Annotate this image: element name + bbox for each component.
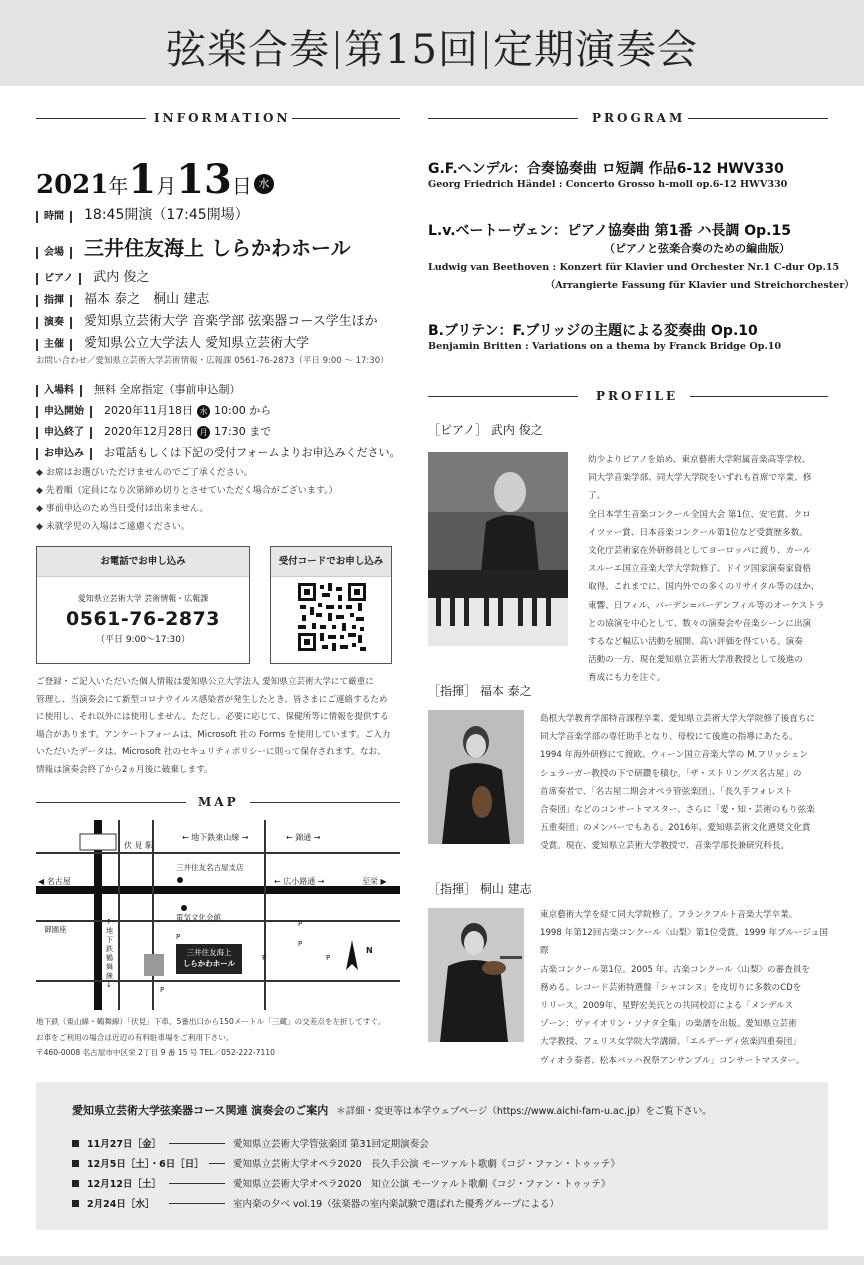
profile-bio-piano: 幼少よりピアノを始め、東京藝術大学附属音楽高等学校、 同大学音楽学部、同大学大学院をいずれも首席で卒業、修了。 全日本学生音楽コンクール全国大会 第1位、安宅賞、クロ イツァー賞、日本音楽コンクール第1位など受賞歴多数。 文化庁芸術家在外研修員としてヨーロッパに渡り、カール スルーエ国立音楽大学大学院修了、ドイツ国家演奏家資格 取得。これまでに、国内外での多くのリサイタル等のほか、 東響、日フィル、バーデン=バーデンフィル等のオーケストラ との協演を中心として、数々の演奏会や音楽シーンに出演 するなど幅広い活動を展開、高い評価を得ている。演奏 活動の一方、現在愛知県立芸術大学准教授として後進の 育成にも力を注ぐ。 <box>588 455 825 684</box>
info-row-performers: 演奏 愛知県立芸術大学 音楽学部 弦楽器コース学生ほか <box>36 310 378 329</box>
bottom-bar <box>0 1256 864 1265</box>
event-item: 2月24日［水］ 室内楽の夕べ vol.19（弦楽器の室内楽試験で選ばれた優秀グループによる） <box>72 1196 559 1210</box>
program-piece-title: B.ブリテン：F.ブリッジの主題による変奏曲 Op.10 <box>428 323 758 339</box>
event-item: 12月12日［土］ 愛知県立芸術大学オペラ2020 知立公演 モーツァルト歌劇《コジ・ファン・トゥッテ》 <box>72 1176 610 1190</box>
notice-item: ◆ 事前申込のため当日受付は出来ません。 <box>36 504 209 514</box>
profile-name-piano: ［ピアノ］ 武内 俊之 <box>428 423 543 437</box>
parking-icon: P <box>298 940 303 948</box>
application-method: お申込み お電話もしくは下記の受付フォームよりお申込みください。 <box>36 441 400 460</box>
to-nagoya-label: ◀ 名古屋 <box>38 877 71 886</box>
header-banner <box>0 0 864 86</box>
tsurumai-line-label: ↑ 地下鉄鶴舞線 ↓ <box>106 918 113 989</box>
information-heading: INFORMATION <box>36 111 400 125</box>
pianist-photo <box>428 452 568 646</box>
denki-bunka-label: 電気文化会館 <box>176 913 221 922</box>
related-concerts-heading: 愛知県立芸術大学弦楽器コース関連 演奏会のご案内 ＊詳細・変更等は本学ウェブページ（https://www.aichi-fam-u.ac.jp）をご覧下さい。 <box>72 1104 712 1117</box>
profile-bio-fukumoto: 島根大学教育学部特音課程卒業、愛知県立芸術大学大学院修了後直ちに 同大学音楽学部の専任助手となり、母校にて後進の指導にあたる。 1994 年海外研修にて渡欧。ウィーン国立音楽大学の M.フリッシェン シュラーガー教授の下で研鑽を積む。「ザ・ストリングス名古屋」の 首席奏者で、「名古屋二期会オペラ管弦楽団」、「長久手フォレスト 合奏団」などのコンサートマスター、さらに「愛・知・芸術のもり弦楽 五重奏団」のメンバーでもある。2016年、愛知県芸術文化選奨文化賞 受賞。現在、愛知県立芸術大学教授で、音楽学部長兼研究科長。 <box>540 714 816 852</box>
hall-label: 三井住友海上 しらかわホール <box>182 948 236 968</box>
parking-icon: P <box>326 954 331 962</box>
concert-date: 2021年1月13日 水 <box>36 156 274 203</box>
higashiyama-line-label: ← 地下鉄東山線 → <box>182 833 249 842</box>
info-row-organizer: 主催 愛知県公立大学法人 愛知県立芸術大学 <box>36 332 309 351</box>
program-piece-subtitle: （Arrangierte Fassung für Klavier und Streichorchester） <box>545 280 854 291</box>
qr-code-icon[interactable] <box>298 583 366 651</box>
info-row-time: 時間 18:45開演（17:45開場） <box>36 204 249 224</box>
hirokoji-street-label: ← 広小路通 → <box>274 877 325 886</box>
profile-bio-kiriyama: 東京藝術大学を経て同大学院修了。フランクフルト音楽大学卒業。 1998 年第12回古楽コンクール〈山梨〉第1位受賞。1999 年ブルージュ国際 古楽コンクール第1位。2005 年、古楽コンクール〈山梨〉の審査員を 務める。レコード芸術特選盤「シャコンヌ」を皮切りに多数のCDを リリース。2009年、星野宏美氏との共同校訂による「メンデルス ゾーン：ヴァイオリン・ソナタ全集」の楽譜を出版。愛知県立芸術 大学教授、フェリス女学院大学講師、「エルデーディ弦楽四重奏団」 ヴィオラ奏者、松本バッハ祝祭アンサンブル」コンサートマスター。 <box>540 910 829 1066</box>
phone-application-box: お電話でお申し込み 愛知県立芸術大学 芸術情報・広報課 0561-76-2873 （平日 9:00〜17:30） <box>36 546 250 664</box>
misonoza-label: 御園座 <box>44 925 67 934</box>
application-end: 申込終了 2020年12月28日 月 17:30 まで <box>36 420 271 439</box>
north-arrow-icon: N <box>366 946 373 955</box>
program-piece-subtitle: Ludwig van Beethoven : Konzert für Klavier und Orchester Nr.1 C-dur Op.15 <box>428 262 840 273</box>
qr-application-box: 受付コードでお申し込み <box>270 546 392 664</box>
profile-name-conductor-fukumoto: ［指揮］ 福本 泰之 <box>428 684 532 698</box>
program-piece-title: L.v.ベートーヴェン：ピアノ協奏曲 第1番 ハ長調 Op.15 <box>428 223 791 239</box>
notice-item: ◆ 未就学児の入場はご遠慮ください。 <box>36 522 190 532</box>
parking-icon: P <box>262 954 267 962</box>
access-map[interactable] <box>36 820 400 1010</box>
inquiry-note: お問い合わせ／愛知県立芸術大学芸術情報・広報課 0561-76-2873（平日 9:00 〜 17:30） <box>36 356 389 366</box>
conductor-kiriyama-photo <box>428 908 524 1042</box>
related-concerts-box <box>36 1082 828 1230</box>
profile-heading: PROFILE <box>428 389 828 403</box>
admission-fee: 入場料 無料 全席指定（事前申込制） <box>36 378 241 397</box>
program-piece-note: （ピアノと弦楽合奏のための編曲版） <box>604 242 791 255</box>
notice-item: ◆ 先着順（定員になり次第締め切りとさせていただく場合がございます。） <box>36 486 338 496</box>
info-row-conductor: 指揮 福本 泰之 桐山 建志 <box>36 288 209 307</box>
nishiki-street-label: ← 錦通 → <box>286 833 321 842</box>
parking-icon: P <box>176 933 181 941</box>
program-piece-subtitle: Benjamin Britten : Variations on a thema by Franck Bridge Op.10 <box>428 341 782 352</box>
map-heading: MAP <box>36 795 400 809</box>
program-piece-title: G.F.ヘンデル：合奏協奏曲 ロ短調 作品6-12 HWV330 <box>428 161 784 177</box>
phone-number[interactable]: 0561-76-2873 <box>66 608 220 630</box>
concert-title: 弦楽合奏 第15回 定期演奏会 <box>166 27 698 73</box>
conductor-fukumoto-photo <box>428 710 524 844</box>
access-notes: 地下鉄（東山線・鶴舞線）「伏見」下車、5番出口から150メートル「三蔵」の交差点を左折してすぐ。 お車をご利用の場合は近辺の有料駐車場をご利用下さい。 〒460-0008 名古屋市中区栄 2丁目 9 番 15 号 TEL／052-222-7110 <box>36 1017 386 1057</box>
profile-name-conductor-kiriyama: ［指揮］ 桐山 建志 <box>428 882 532 896</box>
program-piece-subtitle: Georg Friedrich Händel : Concerto Grosso h-moll op.6-12 HWV330 <box>428 179 788 190</box>
parking-icon: P <box>298 920 303 928</box>
notice-item: ◆ お席はお選びいただけませんのでご了承ください。 <box>36 468 253 478</box>
fushimi-station-label: 伏 見 駅 <box>124 841 154 850</box>
event-item: 11月27日［金］ 愛知県立芸術大学管弦楽団 第31回定期演奏会 <box>72 1136 429 1150</box>
program-heading: PROGRAM <box>428 111 828 125</box>
info-row-piano: ピアノ 武内 俊之 <box>36 266 149 285</box>
privacy-notice: ご登録・ご記入いただいた個人情報は愛知県公立大学法人 愛知県立芸術大学にて厳重に 管理し、当演奏会にて新型コロナウイルス感染者が発生したとき、皆さまにご連絡するため に使用し、それ以外には使用しません。ただし、必要に応じて、保健所等に情報を提供する 場合があります。アンケートフォームは、Microsoft 社の Forms を使用しています。ご入力 いただいたデータは、Microsoft 社のセキュリティポリシーに則って保存されます。なお、 情報は演奏会終了から2ヵ月後に破棄します。 <box>36 677 391 775</box>
application-start: 申込開始 2020年11月18日 水 10:00 から <box>36 399 271 418</box>
info-row-venue: 会場 三井住友海上 しらかわホール <box>36 232 351 261</box>
event-item: 12月5日［土］・6日［日］ 愛知県立芸術大学オペラ2020 長久手公演 モーツァルト歌劇《コジ・ファン・トゥッテ》 <box>72 1156 620 1170</box>
to-sakae-label: 至栄 ▶ <box>362 877 387 886</box>
bank-label: 三井住友名古屋支店 <box>176 863 244 872</box>
parking-icon: P <box>160 986 165 994</box>
